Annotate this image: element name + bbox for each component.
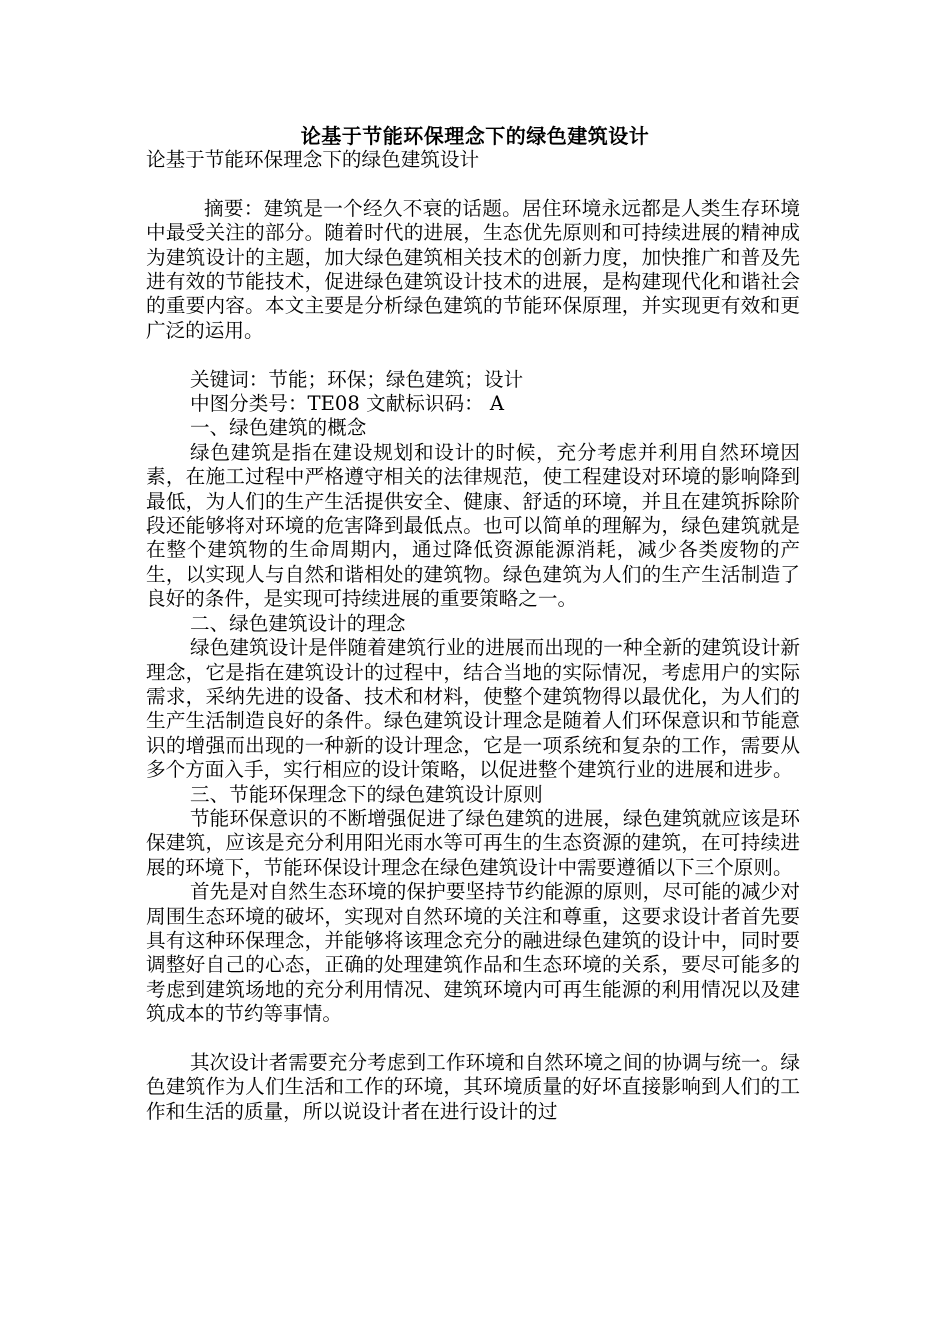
document-body — [146, 148, 800, 1124]
classification-line: 中图分类号：TE08 文献标识码： A — [190, 392, 505, 416]
blank-line — [146, 1027, 800, 1051]
document-subtitle: 论基于节能环保理念下的绿色建筑设计 — [146, 148, 480, 171]
section-heading: 一、绿色建筑的概念 — [190, 416, 367, 440]
blank-line — [146, 172, 800, 196]
keywords-line: 关键词：节能；环保；绿色建筑；设计 — [190, 367, 524, 391]
section-paragraph: 绿色建筑是指在建设规划和设计的时候，充分考虑并利用自然环境因素，在施工过程中严格遵守相关的法律规范，使工程建设对环境的影响降到最低，为人们的生产生活提供安全、健康、舒适的环境，并且在建筑拆除阶段还能够将对环境的危害降到最低点。也可以简单的理解为，绿色建筑就是在整个建筑物的生命周期内，通过降低资源能源消耗，减少各类废物的产生，以实现人与自然和谐相处的建筑物。绿色建筑为人们的生产生活制造了良好的条件，是实现可持续进展的重要策略之一。 — [146, 440, 800, 611]
section-heading: 二、绿色建筑设计的理念 — [190, 611, 406, 635]
section-paragraph: 绿色建筑设计是伴随着建筑行业的进展而出现的一种全新的建筑设计新理念，它是指在建筑设计的过程中，结合当地的实际情况，考虑用户的实际需求，采纳先进的设备、技术和材料，使整个建筑物得以最优化，为人们的生产生活制造良好的条件。绿色建筑设计理念是随着人们环保意识和节能意识的增强而出现的一种新的设计理念，它是一项系统和复杂的工作，需要从多个方面入手，实行相应的设计策略，以促进整个建筑行业的进展和进步。 — [146, 636, 800, 782]
blank-line — [146, 343, 800, 367]
abstract-paragraph: 摘要：建筑是一个经久不衰的话题。居住环境永远都是人类生存环境中最受关注的部分。随着时代的进展，生态优先原则和可持续进展的精神成为建筑设计的主题，加大绿色建筑相关技术的创新力度，加快推广和普及先进有效的节能技术，促进绿色建筑设计技术的进展，是构建现代化和谐社会的重要内容。本文主要是分析绿色建筑的节能环保原理，并实现更有效和更广泛的运用。 — [146, 196, 800, 342]
section-paragraph: 其次设计者需要充分考虑到工作环境和自然环境之间的协调与统一。绿色建筑作为人们生活和工作的环境，其环境质量的好坏直接影响到人们的工作和生活的质量，所以说设计者在进行设计的过 — [146, 1050, 800, 1123]
section-paragraph: 首先是对自然生态环境的保护要坚持节约能源的原则，尽可能的减少对周围生态环境的破坏，实现对自然环境的关注和尊重，这要求设计者首先要具有这种环保理念，并能够将该理念充分的融进绿色建筑的设计中，同时要调整好自己的心态，正确的处理建筑作品和生态环境的关系，要尽可能多的考虑到建筑场地的充分利用情况、建筑环境内可再生能源的利用情况以及建筑成本的节约等事情。 — [146, 880, 800, 1026]
section-heading: 三、节能环保理念下的绿色建筑设计原则 — [190, 782, 543, 806]
section-paragraph: 节能环保意识的不断增强促进了绿色建筑的进展，绿色建筑就应该是环保建筑，应该是充分利用阳光雨水等可再生的生态资源的建筑，在可持续进展的环境下，节能环保设计理念在绿色建筑设计中需要遵循以下三个原则。 — [146, 806, 800, 879]
document-title: 论基于节能环保理念下的绿色建筑设计 — [300, 124, 650, 148]
